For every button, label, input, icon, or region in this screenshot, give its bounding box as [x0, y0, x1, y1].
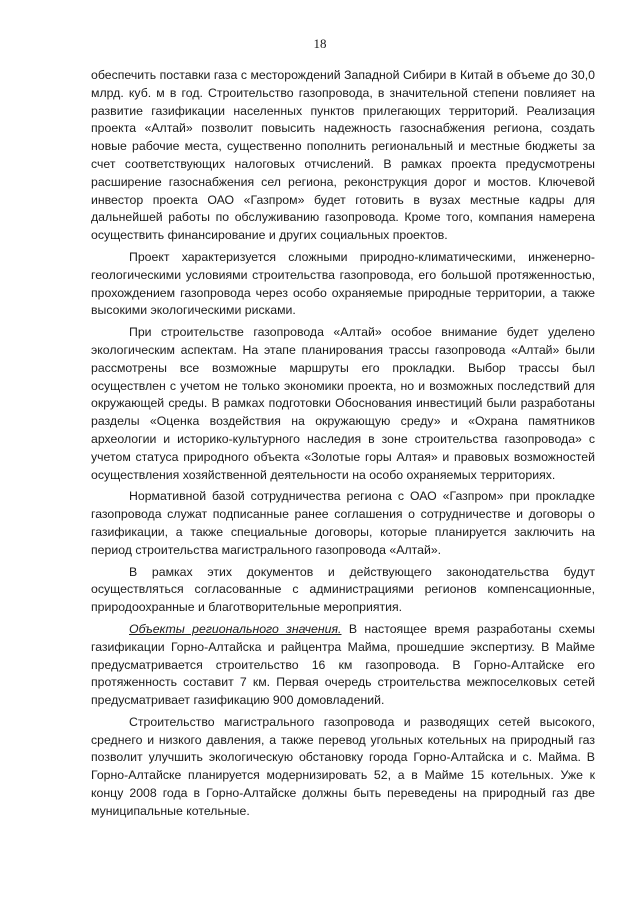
page-number: 18	[313, 36, 327, 51]
paragraph-regional-objects-text: В настоящее время разработаны схемы газификации Горно-Алтайска и райцентра Майма, прошедшие экспертизу. В Майме предусматривается строительство 16 км газопровода. В Горно-Алтайске его протяженность составит 7 км. Первая очередь строительства межпоселковых сетей предусматривает газификацию 900 домовладений.	[91, 621, 595, 708]
paragraph-project-conditions: Проект характеризуется сложными природно-климатическими, инженерно-геологическими условиями строительства газопровода, его большой протяженностью, прохождением газопровода через особо охраняемые природные территории, а также высокими экологическими рисками.	[91, 249, 595, 318]
paragraph-compensation: В рамках этих документов и действующего законодательства будут осуществляться согласованные с администрациями регионов компенсационные, природоохранные и благотворительные мероприятия.	[91, 564, 595, 615]
paragraph-ecology: При строительстве газопровода «Алтай» особое внимание будет уделено экологическим аспектам. На этапе планирования трассы газопровода «Алтай» были рассмотрены все возможные маршруты его прокладки. Выбор трассы был осуществлен с учетом не только экономики проекта, но и возможных последствий для окружающей среды. В рамках подготовки Обоснования инвестиций были разработаны разделы «Оценка воздействия на окружающую среду» и «Охрана памятников археологии и историко-культурного наследия в зоне строительства газопровода» с учетом статуса природного объекта «Золотые горы Алтая» и правовых возможностей осуществления хозяйственной деятельности на особо охраняемых территориях.	[91, 325, 595, 482]
paragraph-regional-objects	[91, 621, 595, 710]
paragraph-continuation: обеспечить поставки газа с месторождений Западной Сибири в Китай в объеме до 30,0 млрд. куб. м в год. Строительство газопровода, в значительной степени повлияет на развитие газификации населенных пунктов прилегающих территорий. Реализация проекта «Алтай» позволит повысить надежность газоснабжения региона, создать новые рабочие места, существенно пополнить региональный и местные бюджеты за счет соответствующих налоговых отчислений. В рамках проекта предусмотрены расширение газоснабжения сел региона, реконструкция дорог и мостов. Ключевой инвестор проекта ОАО «Газпром» будет готовить в вузах местные кадры для дальнейшей работы по обслуживанию газопровода. Кроме того, компания намерена осуществить финансирование и других социальных проектов.	[91, 68, 595, 243]
paragraph-boiler-conversion: Строительство магистрального газопровода и разводящих сетей высокого, среднего и низкого давления, а также перевод угольных котельных на природный газ позволит улучшить экологическую обстановку города Горно-Алтайска и с. Майма. В Горно-Алтайске планируется модернизировать 52, а в Майме 15 котельных. Уже к концу 2008 года в Горно-Алтайске должны быть переведены на природный газ две муниципальные котельные.	[91, 714, 595, 818]
document-body	[91, 67, 595, 825]
paragraph-regulatory-base: Нормативной базой сотрудничества региона с ОАО «Газпром» при прокладке газопровода служат подписанные ранее соглашения о сотрудничестве и договоры о газификации, а также специальные договоры, которые планируется заключить на период строительства магистрального газопровода «Алтай».	[91, 489, 595, 557]
section-title-regional-objects: Объекты регионального значения.	[129, 621, 342, 636]
